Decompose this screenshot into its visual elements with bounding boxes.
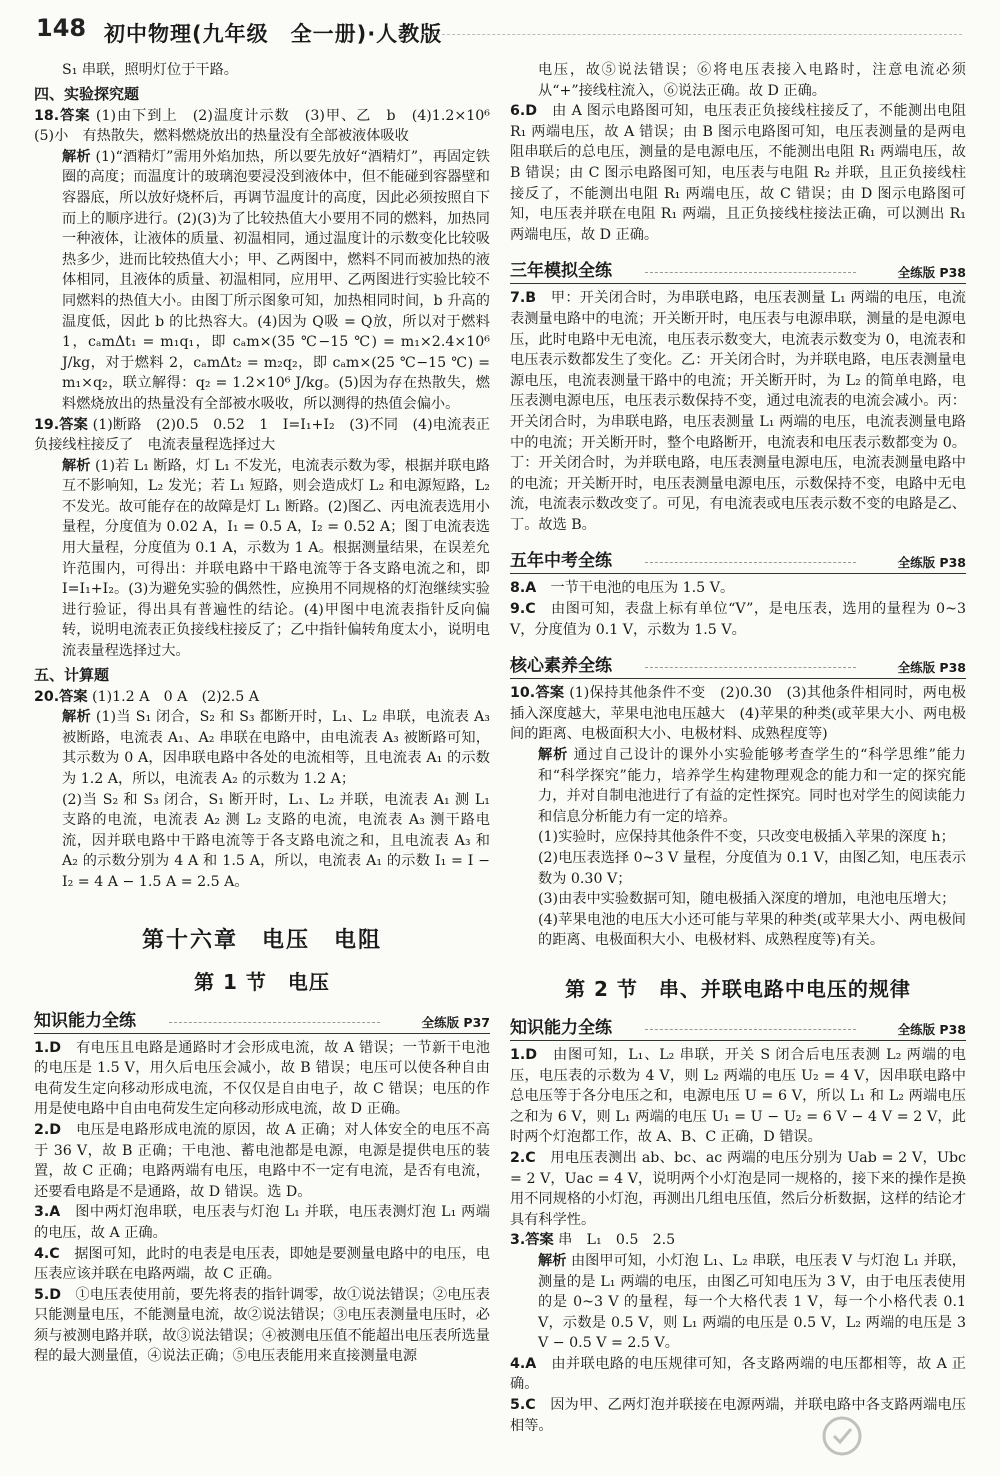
- answer-item: 2.C 用电压表测出 ab、bc、ac 两端的电压分别为 Uab = 2 V，Ubc = 2 V，Uac = 4 V，说明两个小灯泡是同一规格的，接下来的操作是换用不同规格的小灯泡，再测出几组电压值，然后分析数据，这样的结论才具有科学性。: [510, 1149, 966, 1228]
- practice-section-header: 知识能力全练 全练版 P38: [510, 1010, 966, 1041]
- question-20: 20.答案 (1)1.2 A 0 A (2)2.5 A: [34, 688, 260, 705]
- check-icon: [834, 1429, 851, 1442]
- left-column: [34, 60, 505, 1367]
- question-18: 18.答案 (1)由下到上 (2)温度计示数 (3)甲、乙 b (4)1.2×10⁶ (5)小 有热散失，燃料燃烧放出的热量没有全部被液体吸收: [34, 107, 505, 145]
- chapter-title: 第十六章 电压 电阻: [141, 927, 382, 953]
- section-heading: 五、计算题: [34, 665, 110, 684]
- right-column: [510, 60, 966, 1436]
- analysis-20: 解析 (1)当 S₁ 闭合，S₂ 和 S₃ 都断开时，L₁、L₂ 串联，电流表 A₃ 被断路，电流表 A₁、A₂ 串联在电路中，由电流表 A₃ 被断路可知，其示数为 0 A，因串联电路中各处的电流相等，且电流表 A₁ 的示数为 1.2 A，所以，电流表 A₂ 的示数为 1.2 A；: [62, 709, 490, 787]
- text-line: S₁ 串联，照明灯位于干路。: [62, 62, 238, 78]
- header-rule: [422, 34, 962, 35]
- analysis-3: 解析 由图甲可知，小灯泡 L₁、L₂ 串联，电压表 V 与灯泡 L₁ 并联，测量的是 L₁ 两端的电压，由图乙可知电压为 3 V，由于电压表使用的是 0~3 V 的量程，每一个大格代表 1 V，每一个小格代表 0.1 V，示数是 0.5 V，则 L₁ 两端的电压是 0.5 V，L₂ 两端的电压是 3 V − 0.5 V = 2.5 V。: [538, 1252, 966, 1352]
- answer-item: 8.A 一节干电池的电压为 1.5 V。: [510, 580, 735, 597]
- answer-item: 4.C 据图可知，此时的电表是电压表，即她是要测量电路中的电压，电压表应该并联在电路两端，故 C 正确。: [34, 1245, 490, 1283]
- answer-item: 5.D ①电压表使用前，要先将表的指针调零，故①说法错误；②电压表只能测量电压，不能测量电流，故②说法错误；③电压表测量电压时，必须与被测电路并联，故③说法错误；④被测电压值不能超出电压表所选量程的最大测量值，④说法正确；⑤电压表能用来直接测量电源: [34, 1286, 490, 1365]
- running-title: 初中物理(九年级 全一册)·人教版: [104, 22, 443, 46]
- answer-item: 1.D 有电压且电路是通路时才会形成电流，故 A 错误；一节新干电池的电压是 1.5 V，用久后电压会减小，故 B 错误；电压可以使各种自由电荷发生定向移动形成电流，不仅仅是自由电子，故 C 错误；电压的作用是使电路中自由电荷发生定向移动形成电流，故 D 正确。: [34, 1039, 490, 1118]
- section-heading: 四、实验探究题: [34, 84, 140, 103]
- answer-item: 9.C 由图可知，表盘上标有单位“V”，是电压表，选用的量程为 0~3 V，分度值为 0.1 V，示数为 1.5 V。: [510, 601, 966, 638]
- practice-section-header: 五年中考全练 全练版 P38: [510, 543, 966, 574]
- question-10: 10.答案 (1)保持其他条件不变 (2)0.30 (3)其他条件相同时，两电极插入深度越大，苹果电池电压越大 (4)苹果的种类(或苹果大小、两电极间的距离、电极面积大小、电极材料、成熟程度等): [510, 685, 966, 743]
- answer-item: 7.B 甲：开关闭合时，为串联电路，电压表测量 L₁ 两端的电压，电流表测量电路中的电流；开关断开时，电压表与电源串联，测量的是电源电压，此时电路中无电流，电压表示数变大，电流表示数变为 0，电流表和电压表示数都发生了变化。乙：开关闭合时，为并联电路，电压表测量电源电压，电流表测量干路中的电流；开关断开时，为 L₂ 的简单电路，电压表测电源电压，电压表示数保持不变，通过电流表的电流会减小。丙：开关闭合时，为串联电路，电压表测量 L₁ 两端的电压，电流表测量电路中的电流；开关断开时，整个电路断开，电流表和电压表示数都变为 0。丁：开关闭合时，为并联电路，电压表测量电源电压，电流表测量电路中的电流；开关断开时，电压表测量电源电压，示数保持不变，电路中无电流，电流表示数改变了。可见，有电流表或电压表示数不变的电路是乙、丁。故选 B。: [510, 290, 966, 533]
- section-title: 第 1 节 电压: [194, 969, 330, 994]
- answer-item: 2.D 电压是电路形成电流的原因，故 A 正确；对人体安全的电压不高于 36 V，故 B 正确；干电池、蓄电池都是电源，电源是提供电压的装置，故 C 正确；电路两端有电压，电路中不一定有电流，是否有电流，还要看电路是不是通路，故 D 错误。选 D。: [34, 1121, 490, 1200]
- answer-item: 5.C 因为甲、乙两灯泡并联接在电源两端，并联电路中各支路两端电压相等。: [510, 1397, 966, 1434]
- text-line: (4)苹果电池的电压大小还可能与苹果的种类(或苹果大小、两电极间的距离、电极面积大小、电极材料、成熟程度等)有关。: [538, 911, 966, 949]
- page-header: [22, 8, 972, 48]
- text-line: (2)电压表选择 0~3 V 量程，分度值为 0.1 V，由图乙知，电压表示数为 0.30 V；: [538, 850, 966, 887]
- answer-item: 4.A 由并联电路的电压规律可知，各支路两端的电压都相等，故 A 正确。: [510, 1355, 966, 1393]
- analysis-10: 解析 通过自己设计的课外小实验能够考查学生的“科学思维”能力和“科学探究”能力，培养学生构建物理观念的能力和一定的探究能力，并对自制电池进行了有益的定性探究。同时也对学生的阅读能力和信息分析能力有一定的培养。: [538, 747, 966, 825]
- text-line: 电压，故⑤说法错误；⑥将电压表接入电路时，注意电流必须从“+”接线柱流入，⑥说法正确。故 D 正确。: [538, 62, 966, 99]
- answer-item: 1.D 由图可知，L₁、L₂ 串联，开关 S 闭合后电压表测 L₂ 两端的电压，电压表的示数为 4 V，则 L₂ 两端的电压 U₂ = 4 V，因串联电路中总电压等于各分电压之和，电源电压 U = 6 V，所以 L₁ 和 L₂ 两端电压之和为 6 V，则 L₁ 两端的电压 U₁ = U − U₂ = 6 V − 4 V = 2 V，此时两个灯泡都工作，故 A、B、C 正确，D 错误。: [510, 1046, 966, 1146]
- question-3: 3.答案 串 L₁ 0.5 2.5: [510, 1232, 676, 1249]
- analysis-20-part2: (2)当 S₂ 和 S₃ 闭合，S₁ 断开时，L₁、L₂ 并联，电流表 A₁ 测 L₁ 支路的电流，电流表 A₂ 测 L₂ 支路的电流，电流表 A₃ 测干路电流，因并联电路中干路电流等于各支路电流之和，且电流表 A₃ 和 A₂ 的示数分别为 4 A 和 1.5 A，所以，电流表 A₁ 的示数 I₁ = I − I₂ = 4 A − 1.5 A = 2.5 A。: [62, 791, 490, 890]
- watermark-logo: [820, 1410, 970, 1470]
- text-line: (1)实验时，应保持其他条件不变，只改变电极插入苹果的深度 h；: [538, 829, 955, 846]
- text-line: (3)由表中实验数据可知，随电极插入深度的增加，电池电压增大；: [538, 891, 956, 908]
- answer-item: 3.A 图中两灯泡串联，电压表与灯泡 L₁ 并联，电压表测灯泡 L₁ 两端的电压，故 A 正确。: [34, 1204, 490, 1241]
- practice-section-header: 三年模拟全练 全练版 P38: [510, 253, 966, 284]
- analysis-19: 解析 (1)若 L₁ 断路，灯 L₁ 不发光，电流表示数为零，根据并联电路互不影响知，L₂ 发光；若 L₁ 短路，则会造成灯 L₂ 和电源短路，L₂ 不发光。故可能存在的故障是灯 L₁ 断路。(2)图乙、丙电流表选用小量程，分度值为 0.02 A，I₁ = 0.5 A，I₂ = 0.52 A；图丁电流表选用大量程，分度值为 0.1 A，示数为 1 A。根据测量结果，在误差允许范围内，可得出：并联电路中干路电流等于各支路电流之和，即 I=I₁+I₂。(3)为避免实验的偶然性，应换用不同规格的灯泡继续实验进行验证，得出具有普遍性的结论。(4)甲图中电流表指针反向偏转，说明电流表正负接线柱接反了；乙中指针偏转角度太小，说明电流表量程选择过大。: [62, 457, 490, 660]
- section-title: 第 2 节 串、并联电路中电压的规律: [565, 976, 911, 1001]
- watermark-ring: [824, 1418, 860, 1454]
- practice-section-header: 核心素养全练 全练版 P38: [510, 648, 966, 679]
- practice-section-header: 知识能力全练 全练版 P37: [34, 1003, 490, 1034]
- question-19: 19.答案 (1)断路 (2)0.5 0.52 1 I=I₁+I₂ (3)不同 (4)电流表正负接线柱接反了 电流表量程选择过大: [34, 416, 490, 454]
- analysis-18: 解析 (1)“酒精灯”需用外焰加热，所以要先放好“酒精灯”，再固定铁圈的高度；而温度计的玻璃泡要浸没到液体中，但不能碰到容器壁和容器底，所以放好烧杯后，再调节温度计的高度，因此必须按照自下而上的顺序进行。(2)(3)为了比较热值大小要用不同的燃料，加热同一种液体，让液体的质量、初温相同，通过温度计的示数变化比较吸热多少，进而比较热值大小；甲、乙两图中，燃料不同而被加热的液体相同，且液体的质量、初温相同，应用甲、乙两图进行实验比较不同燃料的热值大小。由图丁所示图象可知，加热相同时间，b 升高的温度低，因此 b 的比热容大。(4)因为 Q吸 = Q放，所以对于燃料 1，cₐmΔt₁ = m₁q₁，即 cₐm×(35 ℃−15 ℃) = m₁×2.4×10⁶ J/kg，对于燃料 2，cₐmΔt₂ = m₂q₂，即 cₐm×(25 ℃−15 ℃) = m₁×q₂，联立解得：q₂ = 1.2×10⁶ J/kg。(5)因为存在热散失，燃料燃烧放出的热量没有全部被水吸收，所以测得的热值会偏小。: [62, 148, 490, 412]
- page-number: 148: [36, 14, 87, 42]
- answer-item: 6.D 由 A 图示电路图可知，电压表正负接线柱接反了，不能测出电阻 R₁ 两端电压，故 A 错误；由 B 图示电路图可知，电压表测量的是两电阻串联后的总电压，测量的是电源电压，不能测出电阻 R₁ 两端电压，故 B 错误；由 C 图示电路图可知，电压表与电阻 R₂ 并联，且正负接线柱接反了，不能测出电阻 R₁ 两端电压，故 C 错误；由 D 图示电路图可知，电压表并联在电阻 R₁ 两端，且正负接线柱接法正确，可以测出 R₁ 两端电压，故 D 正确。: [510, 103, 966, 243]
